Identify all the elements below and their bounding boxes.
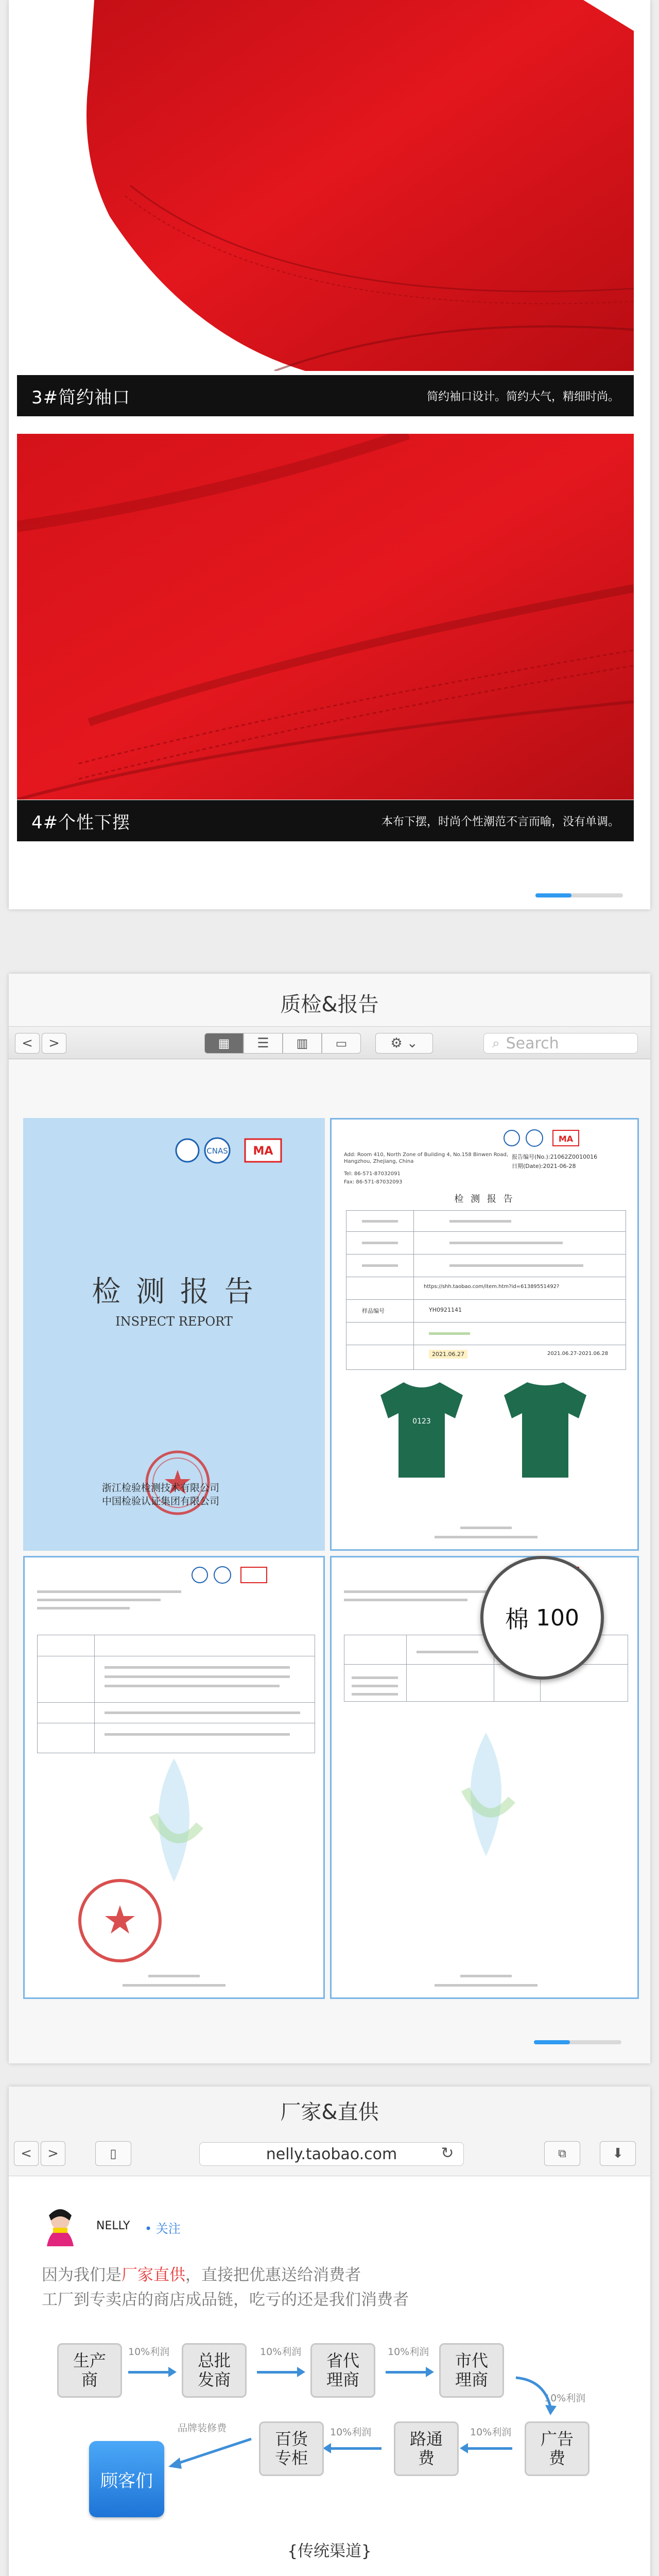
text-placeholder [105,1675,290,1678]
customers-label: 顾客们 [100,2470,153,2492]
window-title: 厂家&直供 [280,2100,379,2124]
headline-suffix: ，直接把优惠送给消费者 [185,2266,361,2284]
profit-label: 10%利润 [128,2346,170,2358]
table-col-divider [94,1635,95,1753]
official-seal [76,1877,164,1964]
customers-box [89,2441,164,2517]
reload-icon[interactable]: ↻ [441,2144,454,2162]
channel-fee-label: 路通费 [409,2429,443,2468]
test-date: 2021.06.27 [429,1350,467,1359]
text-placeholder [362,1242,398,1244]
table-row-line [344,1664,628,1665]
horizontal-scrollbar[interactable] [535,893,623,897]
report-number-label: 报告编号(No.): [512,1154,550,1160]
text-placeholder [105,1685,280,1687]
cover-flow-icon: ▭ [335,1036,348,1050]
caption-desc: 简约袖口设计。简约大气，精细时尚。 [426,390,619,403]
url-value: https://shh.taobao.com/item.htm?id=61389551492? [424,1284,560,1290]
footer-line [435,1984,537,1987]
text-placeholder [352,1676,398,1679]
table-row-line [346,1322,626,1323]
headline-prefix: 因为我们是 [42,2266,122,2284]
page-heading: 检 测 报 告 [454,1194,515,1205]
magnifier-label: 棉 [505,1605,529,1633]
horizontal-scrollbar[interactable] [534,2040,621,2044]
quality-report-panel [9,974,650,2063]
follow-link[interactable]: • 关注 [145,2222,181,2236]
caption-title: 4#个性下摆 [31,812,131,833]
tabs-icon: ⧉ [558,2147,566,2160]
chevron-right-icon: > [48,1036,60,1051]
grid-icon: ▦ [218,1036,230,1050]
search-placeholder: Search [506,1034,559,1053]
report-date-value: 2021-06-28 [543,1163,576,1170]
download-button[interactable] [600,2141,636,2166]
text-placeholder [429,1332,470,1335]
scrollbar-thumb[interactable] [534,2040,570,2044]
forward-button[interactable] [41,2141,65,2166]
cert-logos-small [501,1128,625,1148]
magnifier-callout [480,1556,604,1680]
left-arrow [467,2447,512,2450]
report-number [512,1153,597,1161]
wholesaler-box [182,2343,247,2398]
list-icon: ☰ [257,1036,269,1051]
city-agent-box [439,2343,504,2398]
signature-line [148,1975,200,1977]
headline-highlight: 厂家直供 [122,2266,185,2284]
headline [42,2262,361,2285]
table-col-divider [406,1635,407,1701]
right-arrow [128,2371,169,2374]
producer-label: 生产商 [73,2351,106,2389]
wholesaler-label: 总批发商 [197,2351,231,2389]
action-menu-button[interactable] [375,1033,433,1054]
text-placeholder [362,1220,398,1223]
footer-line [435,1536,537,1538]
subline: 工厂到专卖店的商店成品链，吃亏的还是我们消费者 [42,2291,409,2309]
table-row-line [346,1231,626,1232]
svg-text:MA: MA [558,1134,574,1144]
lab-address: Add: Room 410, North Zone of Building 4, No.158 Binwen Road, Hangzhou, Zhejiang, China [344,1152,509,1164]
sleeve-caption-bar [17,375,634,416]
caption-desc: 本布下摆，时尚个性潮范不言而喻，没有单调。 [381,815,619,828]
text-placeholder [417,1651,478,1653]
report-page-document[interactable] [330,1118,639,1551]
profit-label: 10%利润 [330,2427,372,2438]
svg-text:CNAS: CNAS [206,1146,228,1156]
ad-fee-box [525,2421,589,2476]
text-placeholder [105,1733,290,1736]
svg-text:MA: MA [253,1145,273,1158]
text-placeholder [105,1666,290,1669]
tshirt-print: 0123 [412,1417,431,1426]
certification-logos [174,1135,308,1166]
factory-direct-panel [9,2087,650,2576]
profit-label: 10%利润 [388,2346,429,2358]
text-placeholder [362,1264,398,1267]
diagonal-arrow [166,2435,254,2471]
back-button[interactable] [14,2141,39,2166]
chevron-right-icon: > [47,2146,59,2161]
text-placeholder [37,1607,130,1609]
columns-icon: ▥ [296,1036,308,1050]
right-arrow [386,2371,427,2374]
hem-fabric-image [17,434,634,800]
cert-logos-small [189,1565,313,1585]
report-seal-document[interactable] [23,1556,325,1999]
footer-line [123,1984,226,1987]
text-placeholder [449,1242,563,1244]
text-placeholder [37,1599,161,1601]
brand-fee-label: 品牌装修费 [178,2422,227,2434]
report-number-value: 21062Z0010016 [550,1154,598,1160]
left-arrow [330,2447,381,2450]
text-placeholder [449,1220,511,1223]
sample-no-label: 样品编号 [362,1308,385,1314]
text-placeholder [352,1693,398,1696]
flow-caption: {传统渠道} [287,2542,372,2561]
profit-label: 10%利润 [260,2346,302,2358]
lab-name-1: 浙江检验检测技术有限公司 [102,1482,220,1494]
address-bar[interactable] [199,2142,464,2166]
caption-title: 3#简约袖口 [31,387,131,408]
scrollbar-thumb[interactable] [535,893,571,897]
table-row-line [38,1702,315,1703]
brand-avatar[interactable] [40,2205,81,2246]
profit-label: 10%利润 [470,2427,512,2438]
forward-button[interactable] [42,1033,66,1054]
gear-icon: ⚙ ⌄ [390,1036,418,1051]
table-row-line [346,1254,626,1255]
standards-table [37,1635,315,1753]
download-icon: ⬇ [612,2146,623,2161]
report-subtitle: INSPECT REPORT [115,1314,233,1329]
report-date-label: 日期(Date): [512,1163,543,1170]
report-cover-document[interactable] [23,1118,325,1551]
column-view-button[interactable] [283,1033,322,1054]
right-arrow [257,2371,298,2374]
table-col-divider [413,1211,414,1369]
url-text: nelly.taobao.com [266,2145,397,2163]
window-title: 质检&报告 [280,993,379,1016]
search-input[interactable] [483,1033,638,1054]
signature-line [460,1975,512,1977]
channel-fee-box [394,2421,459,2476]
report-date [512,1162,576,1170]
lab-tel: Tel: 86-571-87032091 [344,1171,401,1177]
cover-flow-button[interactable] [322,1033,361,1054]
sidebar-button[interactable] [95,2141,131,2166]
table-row-line [346,1299,626,1300]
text-placeholder [105,1711,300,1714]
ad-fee-label: 广告费 [540,2429,574,2468]
profit-label: 10%利润 [544,2393,586,2404]
back-button[interactable] [15,1033,40,1054]
sample-no-value: YH0921141 [429,1307,462,1313]
sidebar-icon: ▯ [110,2146,117,2161]
watermark-logo [435,1727,537,1861]
lab-fax: Fax: 86-571-87032093 [344,1179,403,1185]
brand-name: NELLY [96,2219,130,2232]
text-placeholder [344,1590,488,1593]
text-placeholder [449,1264,583,1267]
search-icon: ⌕ [492,1035,500,1051]
tshirt-front-photo [378,1377,465,1480]
finder-toolbar [9,1026,650,1059]
tabs-button[interactable] [544,2141,580,2166]
text-placeholder [352,1685,398,1687]
sleeve-fabric-image [17,0,634,371]
department-store-box [259,2421,324,2476]
department-store-label: 百货专柜 [274,2429,308,2468]
province-agent-label: 省代理商 [326,2351,359,2389]
chevron-left-icon: < [21,2146,32,2161]
magnifier-value: 100 [536,1604,579,1631]
producer-box [57,2343,122,2398]
test-range: 2021.06.27-2021.06.28 [547,1351,609,1357]
sample-info-table [346,1210,626,1370]
text-placeholder [344,1599,467,1601]
report-title: 检 测 报 告 [92,1275,256,1309]
signature-line [460,1527,512,1529]
list-view-button[interactable] [244,1033,283,1054]
hem-caption-bar [17,800,634,841]
tshirt-back-photo [501,1377,589,1480]
watermark-logo [123,1753,226,1887]
text-placeholder [37,1590,181,1593]
icon-view-button[interactable] [204,1033,244,1054]
city-agent-label: 市代理商 [455,2351,488,2389]
lab-name-2: 中国检验认证集团有限公司 [102,1496,220,1507]
province-agent-box [310,2343,375,2398]
chevron-left-icon: < [22,1036,33,1051]
curved-arrow [513,2375,560,2416]
